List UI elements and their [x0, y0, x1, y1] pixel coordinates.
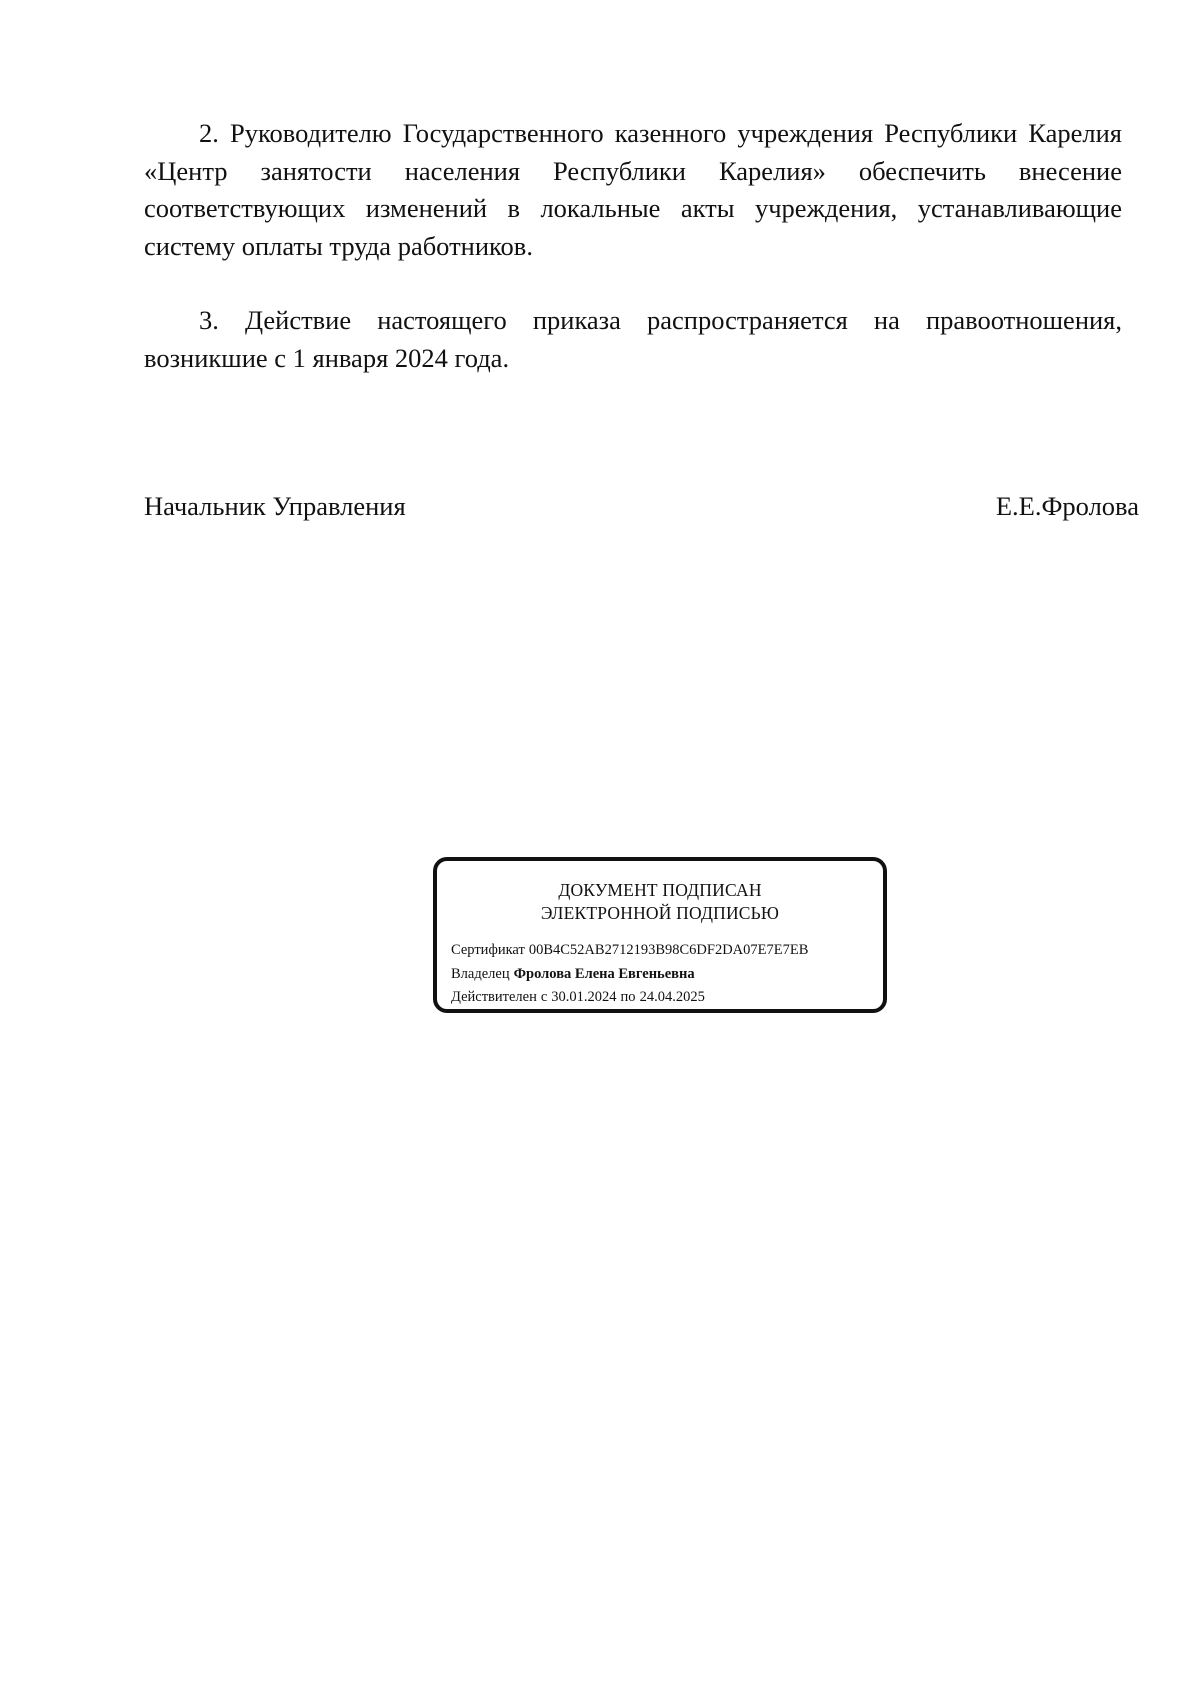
stamp-owner-line [451, 963, 808, 987]
paragraph-3: 3. Действие настоящего приказа распространяется на правоотношения, возникшие с 1 января 2024 года. [144, 305, 1122, 373]
valid-to: 24.04.2025 [639, 989, 705, 1005]
electronic-signature-stamp [433, 857, 887, 1013]
owner-value: Фролова Елена Евгеньевна [513, 965, 695, 982]
stamp-heading [437, 879, 883, 925]
paragraph-2: 2. Руководителю Государственного казенного учреждения Республики Карелия «Центр занятости населения Республики Карелия» обеспечить внесение соответствующих изменений в локальные акты учреждения, устанавливающие систему оплаты труда работников. [144, 118, 1122, 261]
certificate-value: 00B4C52AB2712193B98C6DF2DA07E7E7EB [528, 942, 809, 958]
valid-label: Действителен [451, 989, 537, 1005]
owner-label: Владелец [451, 965, 510, 982]
stamp-validity-line [451, 986, 808, 1010]
stamp-heading-line-2: ЭЛЕКТРОННОЙ ПОДПИСЬЮ [540, 903, 780, 923]
stamp-certificate-line [451, 939, 808, 963]
valid-from-label: с [540, 989, 548, 1005]
signature-row [144, 488, 1139, 526]
stamp-heading-line-1: ДОКУМЕНТ ПОДПИСАН [558, 880, 762, 900]
signatory-name: Е.Е.Фролова [995, 491, 1139, 521]
stamp-details [451, 939, 808, 1010]
certificate-label: Сертификат [451, 942, 525, 958]
signatory-position: Начальник Управления [144, 491, 406, 521]
valid-from: 30.01.2024 [551, 989, 617, 1005]
valid-to-label: по [620, 989, 636, 1005]
